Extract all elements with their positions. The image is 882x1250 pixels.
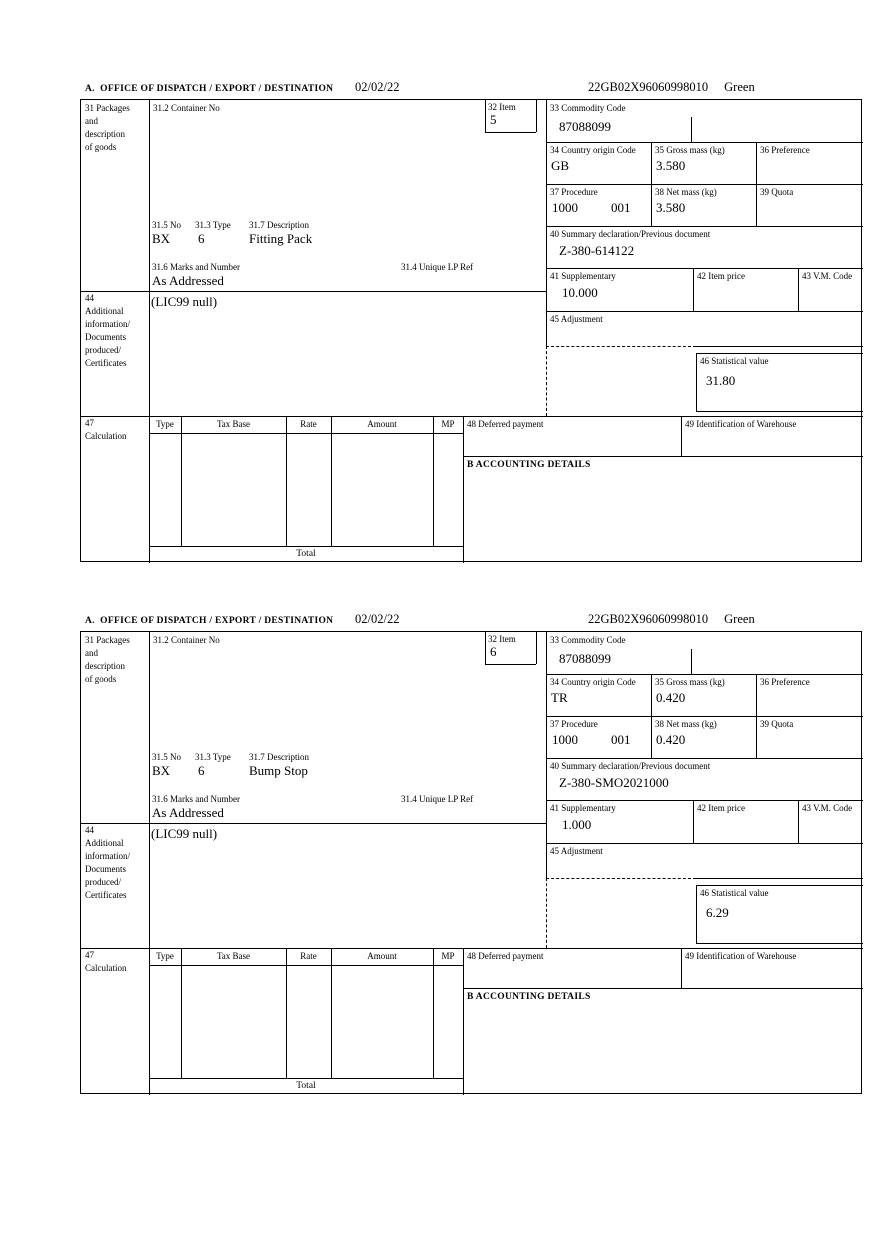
grid-line xyxy=(331,948,332,1078)
calc-header-amount: Amount xyxy=(367,951,397,961)
calc-header-type: Type xyxy=(156,419,174,429)
grid-line xyxy=(433,416,434,546)
commodity-code-value: 87088099 xyxy=(559,119,611,134)
country-origin-value: TR xyxy=(551,690,568,705)
supplementary-units-value: 10.000 xyxy=(562,285,598,300)
box44-label: 44 xyxy=(85,293,94,303)
grid-line xyxy=(696,346,863,347)
box37-label: 37 Procedure xyxy=(550,187,598,197)
box31-4-label: 31.4 Unique LP Ref xyxy=(401,262,474,272)
grid-line xyxy=(546,674,863,675)
box35-label: 35 Gross mass (kg) xyxy=(655,677,725,687)
box44-label: information/ xyxy=(85,851,130,861)
gross-mass-value: 3.580 xyxy=(656,158,686,173)
box31-label: 31 Packages xyxy=(85,103,130,113)
grid-line xyxy=(81,291,546,292)
grid-line xyxy=(536,100,537,132)
declaration-reference xyxy=(588,80,755,95)
box47-label: 47 xyxy=(85,950,94,960)
box44-label: Certificates xyxy=(85,358,127,368)
grid-line xyxy=(696,878,863,879)
box31-6-label: 31.6 Marks and Number xyxy=(152,262,240,272)
grid-line xyxy=(696,943,863,944)
box33-label: 33 Commodity Code xyxy=(550,635,626,645)
marks-value: As Addressed xyxy=(152,273,224,288)
box31-label: of goods xyxy=(85,674,117,684)
procedure-code-value: 1000 xyxy=(552,200,578,215)
sad-form-grid xyxy=(80,631,862,1094)
box35-label: 35 Gross mass (kg) xyxy=(655,145,725,155)
box44-label: Additional xyxy=(85,306,124,316)
grid-line xyxy=(331,416,332,546)
box32-label: 32 Item xyxy=(488,102,516,112)
box31-7-label: 31.7 Description xyxy=(249,220,309,230)
box46-label: 46 Statistical value xyxy=(700,888,769,898)
date-value: 02/02/22 xyxy=(355,80,400,94)
additional-info-value: (LIC99 null) xyxy=(151,294,218,309)
grid-line xyxy=(546,184,863,185)
sad-item-section xyxy=(80,80,863,562)
procedure-code-2-value: 001 xyxy=(611,200,631,215)
grid-line xyxy=(798,268,799,311)
calc-header-tax-base: Tax Base xyxy=(216,419,251,429)
box40-label: 40 Summary declaration/Previous document xyxy=(550,229,711,239)
accounting-details-label: B ACCOUNTING DETAILS xyxy=(467,460,591,470)
grid-line xyxy=(546,716,863,717)
grid-line-dashed xyxy=(546,346,696,347)
box42-label: 42 Item price xyxy=(697,803,745,813)
grid-line xyxy=(546,226,863,227)
box32-label: 32 Item xyxy=(488,634,516,644)
grid-line-dashed xyxy=(546,878,696,879)
box44-label: Documents xyxy=(85,864,126,874)
grid-line xyxy=(546,632,547,878)
box47-label: 47 xyxy=(85,418,94,428)
routing-status-value: Green xyxy=(724,612,755,626)
box36-label: 36 Preference xyxy=(760,145,810,155)
package-type-value: 6 xyxy=(198,231,205,246)
grid-line xyxy=(546,100,547,346)
calc-header-rate: Rate xyxy=(300,419,317,429)
net-mass-value: 0.420 xyxy=(656,732,686,747)
box31-6-label: 31.6 Marks and Number xyxy=(152,794,240,804)
grid-line xyxy=(149,546,463,547)
commodity-code-divider-tick xyxy=(691,117,692,142)
grid-line xyxy=(81,823,546,824)
calc-header-type: Type xyxy=(156,951,174,961)
calc-header-mp: MP xyxy=(441,419,455,429)
grid-line xyxy=(546,142,863,143)
grid-line xyxy=(286,416,287,546)
box43-label: 43 V.M. Code xyxy=(802,803,853,813)
grid-line xyxy=(485,632,486,664)
grid-line xyxy=(546,311,863,312)
grid-line xyxy=(463,948,464,1095)
grid-line xyxy=(693,268,694,311)
box43-label: 43 V.M. Code xyxy=(802,271,853,281)
box44-label: Certificates xyxy=(85,890,127,900)
item-number-value: 6 xyxy=(490,644,497,659)
routing-status-value: Green xyxy=(724,80,755,94)
box31-3-label: 31.3 Type xyxy=(195,752,231,762)
grid-line xyxy=(681,416,682,456)
office-of-dispatch-label: A. OFFICE OF DISPATCH / EXPORT / DESTINATION xyxy=(85,84,334,94)
box44-label: 44 xyxy=(85,825,94,835)
box31-label: description xyxy=(85,661,125,671)
grid-line xyxy=(681,948,682,988)
statistical-value: 6.29 xyxy=(706,905,729,920)
calc-header-amount: Amount xyxy=(367,419,397,429)
box44-label: Documents xyxy=(85,332,126,342)
marks-value: As Addressed xyxy=(152,805,224,820)
box48-label: 48 Deferred payment xyxy=(467,951,544,961)
grid-line xyxy=(485,664,536,665)
grid-line xyxy=(181,416,182,546)
box46-label: 46 Statistical value xyxy=(700,356,769,366)
box31-label: description xyxy=(85,129,125,139)
grid-line xyxy=(433,948,434,1078)
calc-header-rate: Rate xyxy=(300,951,317,961)
grid-line xyxy=(798,800,799,843)
mrn-value: 22GB02X96060998010 xyxy=(588,80,709,94)
box33-label: 33 Commodity Code xyxy=(550,103,626,113)
grid-line xyxy=(463,456,863,457)
grid-line xyxy=(149,100,150,563)
box31-label: and xyxy=(85,116,98,126)
box39-label: 39 Quota xyxy=(760,719,794,729)
grid-line xyxy=(181,948,182,1078)
box48-label: 48 Deferred payment xyxy=(467,419,544,429)
box31-label: 31 Packages xyxy=(85,635,130,645)
package-count-value: BX xyxy=(152,231,171,246)
date-value: 02/02/22 xyxy=(355,612,400,626)
box38-label: 38 Net mass (kg) xyxy=(655,719,717,729)
office-of-dispatch-label: A. OFFICE OF DISPATCH / EXPORT / DESTINATION xyxy=(85,616,334,626)
box31-2-label: 31.2 Container No xyxy=(153,635,220,645)
grid-line xyxy=(149,632,150,1095)
grid-line xyxy=(546,758,863,759)
grid-line xyxy=(546,843,863,844)
item-number-value: 5 xyxy=(490,112,497,127)
statistical-value: 31.80 xyxy=(706,373,736,388)
grid-line xyxy=(696,885,863,886)
accounting-details-label: B ACCOUNTING DETAILS xyxy=(467,992,591,1002)
box31-7-label: 31.7 Description xyxy=(249,752,309,762)
calc-total-label: Total xyxy=(296,1081,316,1091)
box34-label: 34 Country origin Code xyxy=(550,677,636,687)
box31-3-label: 31.3 Type xyxy=(195,220,231,230)
box31-label: and xyxy=(85,648,98,658)
grid-line xyxy=(485,132,536,133)
grid-line xyxy=(546,800,863,801)
grid-line xyxy=(149,433,463,434)
box45-label: 45 Adjustment xyxy=(550,846,603,856)
grid-line xyxy=(81,416,863,417)
box36-label: 36 Preference xyxy=(760,677,810,687)
grid-line-dashed xyxy=(546,346,547,416)
additional-info-value: (LIC99 null) xyxy=(151,826,218,841)
box44-label: information/ xyxy=(85,319,130,329)
mrn-value: 22GB02X96060998010 xyxy=(588,612,709,626)
grid-line xyxy=(463,988,863,989)
grid-line xyxy=(485,100,486,132)
box41-label: 41 Supplementary xyxy=(550,803,616,813)
box31-2-label: 31.2 Container No xyxy=(153,103,220,113)
box40-label: 40 Summary declaration/Previous document xyxy=(550,761,711,771)
grid-line xyxy=(81,948,863,949)
grid-line xyxy=(149,965,463,966)
box47-label: Calculation xyxy=(85,431,127,441)
box34-label: 34 Country origin Code xyxy=(550,145,636,155)
supplementary-units-value: 1.000 xyxy=(562,817,592,832)
box31-5-label: 31.5 No xyxy=(152,220,181,230)
net-mass-value: 3.580 xyxy=(656,200,686,215)
grid-line xyxy=(696,411,863,412)
sad-form-grid xyxy=(80,99,862,562)
box31-5-label: 31.5 No xyxy=(152,752,181,762)
grid-line xyxy=(696,353,863,354)
box39-label: 39 Quota xyxy=(760,187,794,197)
package-type-value: 6 xyxy=(198,763,205,778)
grid-line xyxy=(149,1078,463,1079)
box41-label: 41 Supplementary xyxy=(550,271,616,281)
grid-line-dashed xyxy=(546,878,547,948)
grid-line xyxy=(696,353,697,411)
grid-line xyxy=(546,268,863,269)
box37-label: 37 Procedure xyxy=(550,719,598,729)
grid-line xyxy=(286,948,287,1078)
box49-label: 49 Identification of Warehouse xyxy=(685,419,797,429)
calc-header-mp: MP xyxy=(441,951,455,961)
calc-total-label: Total xyxy=(296,549,316,559)
box31-label: of goods xyxy=(85,142,117,152)
box47-label: Calculation xyxy=(85,963,127,973)
package-count-value: BX xyxy=(152,763,171,778)
calc-header-tax-base: Tax Base xyxy=(216,951,251,961)
goods-description-value: Fitting Pack xyxy=(249,231,313,246)
declaration-reference xyxy=(588,612,755,627)
previous-document-value: Z-380-614122 xyxy=(559,243,635,258)
procedure-code-value: 1000 xyxy=(552,732,578,747)
goods-description-value: Bump Stop xyxy=(249,763,308,778)
country-origin-value: GB xyxy=(551,158,570,173)
grid-line xyxy=(696,885,697,943)
box44-label: produced/ xyxy=(85,345,121,355)
box44-label: produced/ xyxy=(85,877,121,887)
box42-label: 42 Item price xyxy=(697,271,745,281)
box45-label: 45 Adjustment xyxy=(550,314,603,324)
box31-4-label: 31.4 Unique LP Ref xyxy=(401,794,474,804)
box38-label: 38 Net mass (kg) xyxy=(655,187,717,197)
box44-label: Additional xyxy=(85,838,124,848)
box49-label: 49 Identification of Warehouse xyxy=(685,951,797,961)
procedure-code-2-value: 001 xyxy=(611,732,631,747)
grid-line xyxy=(463,416,464,563)
previous-document-value: Z-380-SMO2021000 xyxy=(559,775,669,790)
sad-item-section xyxy=(80,612,863,1094)
commodity-code-divider-tick xyxy=(691,649,692,674)
grid-line xyxy=(693,800,694,843)
gross-mass-value: 0.420 xyxy=(656,690,686,705)
grid-line xyxy=(536,632,537,664)
commodity-code-value: 87088099 xyxy=(559,651,611,666)
